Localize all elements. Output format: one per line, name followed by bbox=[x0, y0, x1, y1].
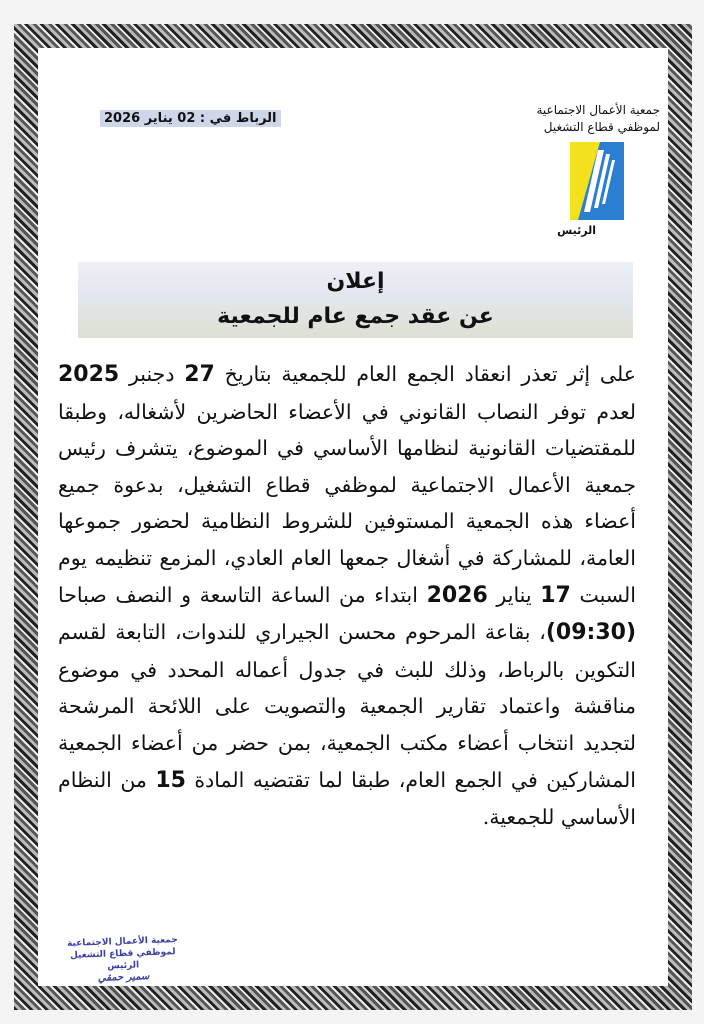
body-text-3: لعدم توفر النصاب القانوني في الأعضاء الحاضرين لأشغاله، وطبقا للمقتضيات القانونية لنظامها الأساسي في الموضوع، يتشرف رئيس جمعية الأعمال الاجتماعية لموظفي قطاع التشغيل، بدعوة جميع أعضاء هذه الجمعية المستوفين للشروط النظامية لحضور جموعها العامة، للمشاركة في أشغال جمعها العام العادي، المزمع تنظيمه يوم السبت bbox=[58, 399, 636, 607]
logo-caption: الرئيس bbox=[557, 224, 596, 237]
president-signature: سمير حمقي bbox=[97, 971, 150, 984]
stamp-line3: الرئيس bbox=[107, 960, 140, 972]
official-stamp bbox=[57, 934, 189, 987]
title-band bbox=[78, 262, 633, 338]
document-content bbox=[38, 48, 668, 986]
body-text-2: دجنبر bbox=[119, 362, 185, 386]
meeting-year-number: 2025 bbox=[58, 362, 120, 387]
stamp-line2: لموظفي قطاع التشغيل bbox=[69, 947, 176, 961]
organization-header bbox=[460, 102, 660, 136]
meeting-day-number: 27 bbox=[184, 362, 215, 387]
new-meeting-day-number: 17 bbox=[540, 582, 571, 608]
body-text-5: ابتداء من الساعة التاسعة و النصف صباحا bbox=[58, 582, 427, 607]
new-meeting-year-number: 2026 bbox=[426, 582, 488, 608]
stamp-line1: جمعية الأعمال الاجتماعية bbox=[66, 935, 178, 949]
body-text-1: على إثر تعذر انعقاد الجمع العام للجمعية بتاريخ bbox=[224, 362, 636, 386]
body-text-4: يناير bbox=[487, 582, 541, 607]
meeting-time: (09:30) bbox=[545, 620, 636, 646]
org-name-line2: لموظفي قطاع التشغيل bbox=[543, 120, 660, 134]
body-text-6: ، بقاعة المرحوم محسن الجيراري للندوات، التابعة لقسم التكوين بالرباط، وذلك للبث في جدول أعماله المحدد في موضوع مناقشة واعتماد تقارير الجمعية والتصويت على اللائحة المرشحة لتجديد انتخاب أعضاء مكتب الجمعية، بمن حضر من أعضاء الجمعية المشاركين في الجمع العام، طبقا لما تقتضيه المادة bbox=[58, 620, 636, 792]
org-name-line1: جمعية الأعمال الاجتماعية bbox=[536, 103, 660, 117]
announcement-title: إعلان bbox=[326, 269, 385, 294]
decorative-border bbox=[14, 24, 692, 1010]
article-number: 15 bbox=[155, 767, 186, 793]
association-logo-icon bbox=[570, 142, 624, 220]
body-text-7: من النظام الأساسي للجمعية. bbox=[58, 767, 636, 830]
date-line: الرباط في : 02 يناير 2026 bbox=[100, 110, 281, 127]
announcement-body bbox=[58, 356, 636, 836]
announcement-subtitle: عن عقد جمع عام للجمعية bbox=[217, 304, 494, 329]
